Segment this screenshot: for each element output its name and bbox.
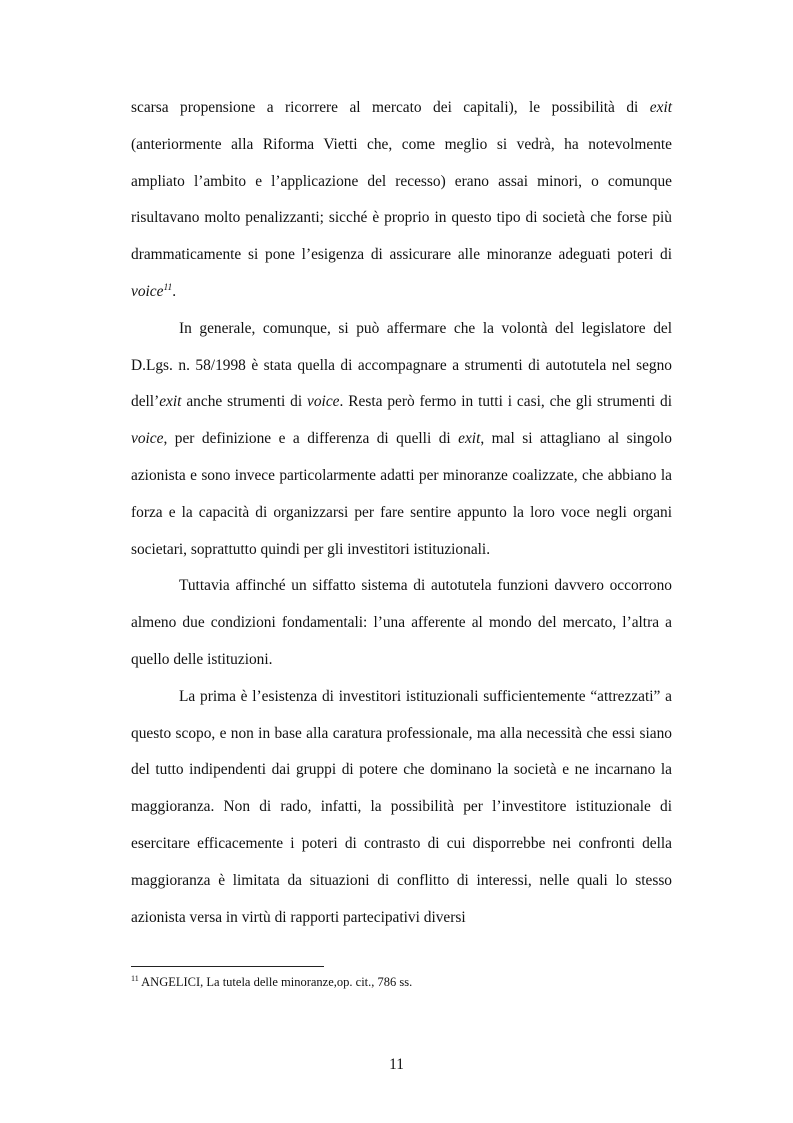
footnote-reference[interactable]: 11 — [163, 282, 173, 293]
text-run: anche strumenti di — [181, 393, 308, 411]
paragraph-2 — [131, 311, 672, 569]
italic-term: exit — [159, 393, 182, 411]
page-number: 11 — [389, 1056, 404, 1073]
footnote-number: 11 — [131, 974, 139, 983]
paragraph-4: La prima è l’esistenza di investitori istituzionali sufficientemente “attrezzati” a questo scopo, e non in base alla caratura professionale, ma alla necessità che essi siano del tutto indipendenti dai gruppi di potere che dominano la società e ne incarnano la maggioranza. Non di rado, infatti, la possibilità per l’investitore istituzionale di esercitare efficacemente i poteri di contrasto di cui disporrebbe nei confronti della maggioranza è limitata da situazioni di conflitto di interessi, nelle quali lo stesso azionista versa in virtù di rapporti partecipativi diversi — [131, 687, 672, 926]
footnote-text: ANGELICI, La tutela delle minoranze,op. cit., 786 ss. — [138, 975, 413, 989]
text-run: . — [172, 282, 177, 300]
page-body — [131, 90, 672, 936]
footnote-11 — [131, 974, 672, 990]
italic-term: voice — [307, 393, 340, 411]
italic-term: voice — [131, 430, 164, 448]
text-run: (anteriormente alla Riforma Vietti che, come meglio si vedrà, ha notevolmente ampliato l’ambito e l’applicazione del recesso) erano assai minori, o comunque risultavano molto penalizzanti; sicché è proprio in questo tipo di società che forse più drammaticamente si pone l’esigenza di assicurare alle minoranze adeguati poteri di — [131, 135, 672, 264]
italic-term: exit — [649, 99, 672, 116]
paragraph-3: Tuttavia affinché un siffatto sistema di autotutela funzioni davvero occorrono almeno due condizioni fondamentali: l’una afferente al mondo del mercato, l’altra a quello delle istituzioni. — [131, 577, 672, 668]
text-run: , per definizione e a differenza di quelli di — [163, 430, 459, 448]
italic-term: voice — [131, 282, 164, 300]
italic-term: exit — [458, 430, 481, 448]
text-run: In generale, comunque, si può affermare che la volontà del legislatore del D.Lgs. n. 58/1998 è stata quella di accompagnare a strumenti di autotutela nel segno dell’ — [131, 319, 672, 411]
text-run: scarsa propensione a ricorrere al mercato dei capitali), le possibilità di — [131, 99, 650, 116]
text-run: , mal si attagliano al singolo azionista e sono invece particolarmente adatti per minoranze coalizzate, che abbiano la forza e la capacità di organizzarsi per fare sentire appunto la loro voce negli organi societari, soprattutto quindi per gli investitori istituzionali. — [131, 430, 672, 558]
text-run: . Resta però fermo in tutti i casi, che gli strumenti di — [339, 393, 672, 411]
paragraph-1 — [131, 90, 672, 311]
footnote-divider — [131, 966, 324, 967]
